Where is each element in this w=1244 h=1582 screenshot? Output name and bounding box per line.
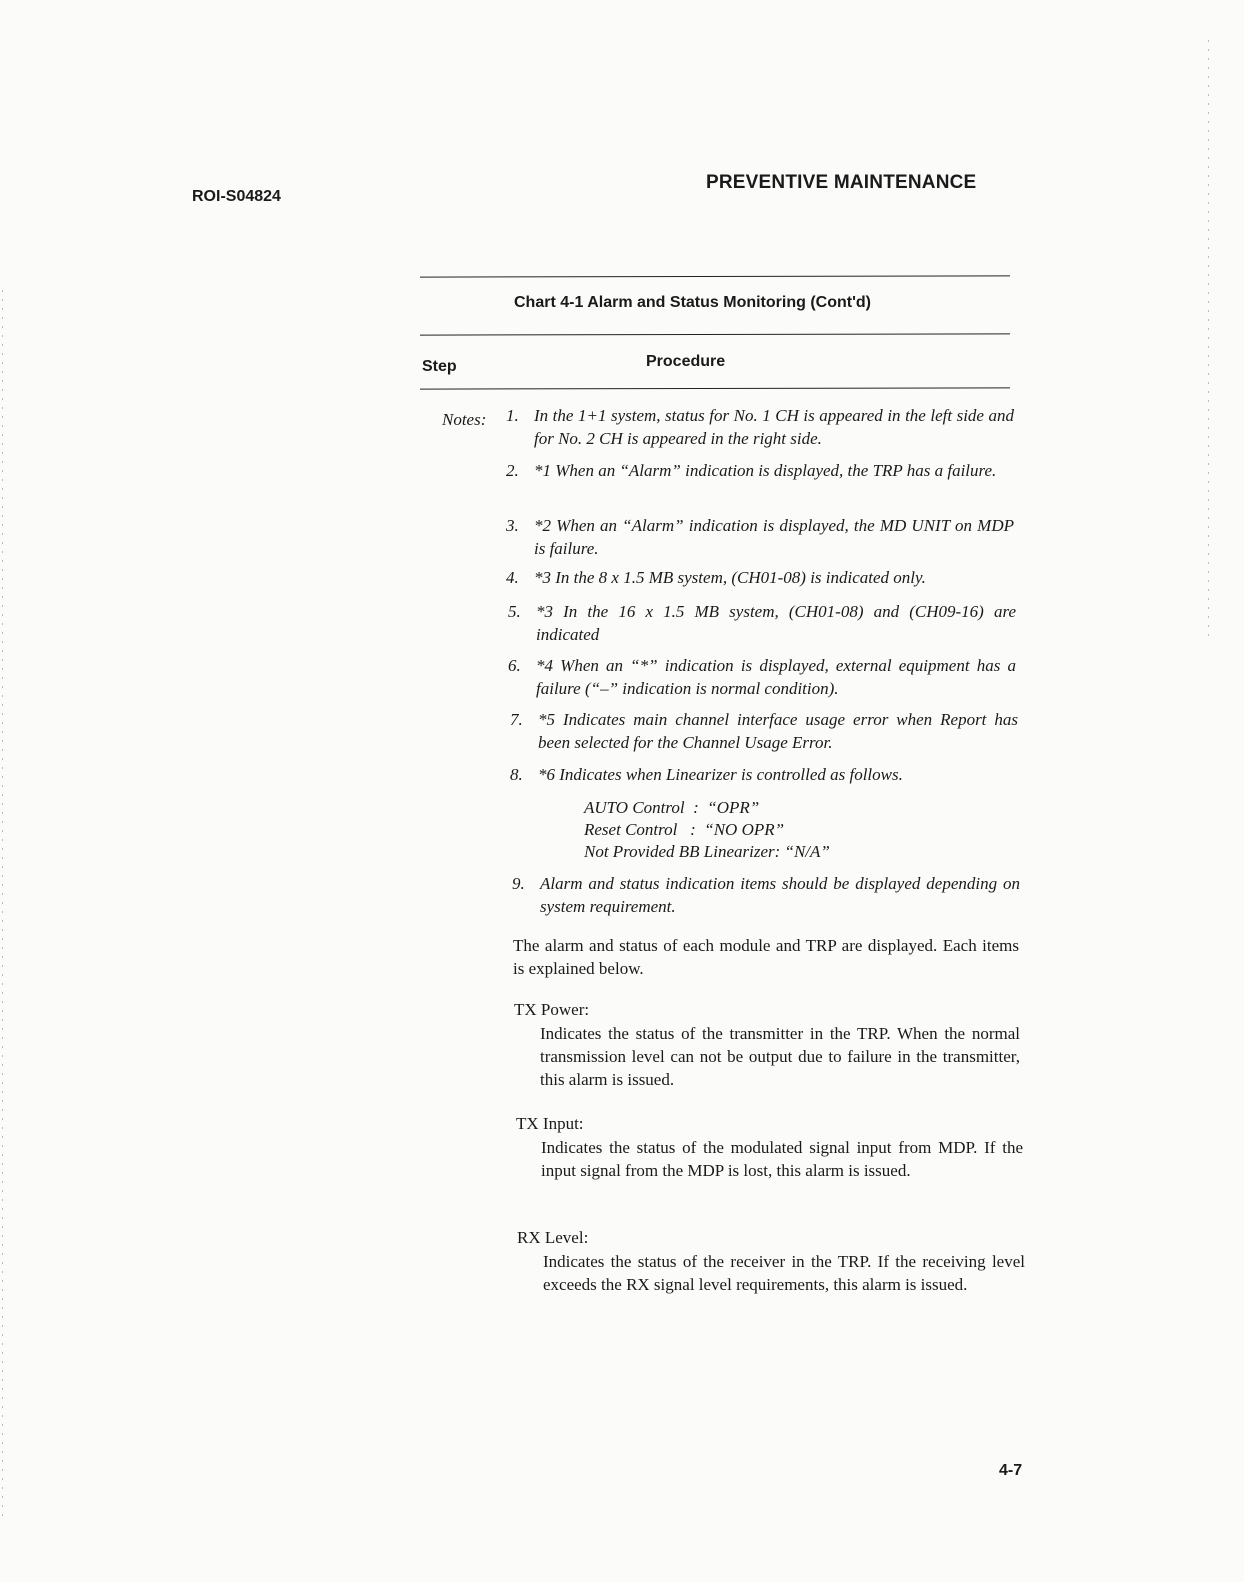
chart-title: Chart 4-1 Alarm and Status Monitoring (Cont'd) bbox=[514, 294, 871, 311]
column-header-step: Step bbox=[422, 358, 457, 375]
intro-paragraph: The alarm and status of each module and TRP are displayed. Each items is explained below. bbox=[513, 936, 1019, 978]
note-number: 9. bbox=[512, 874, 525, 893]
rx-level-description: Indicates the status of the receiver in the TRP. If the receiving level exceeds the RX signal level requirements, this alarm is issued. bbox=[543, 1252, 1025, 1294]
note-text: *5 Indicates main channel interface usage error when Report has been selected for the Channel Usage Error. bbox=[538, 710, 1018, 752]
note-text: Alarm and status indication items should be displayed depending on system requirement. bbox=[540, 874, 1020, 916]
note-text: *4 When an “*” indication is displayed, external equipment has a failure (“–” indication is normal condition). bbox=[536, 656, 1016, 698]
tx-input-description: Indicates the status of the modulated signal input from MDP. If the input signal from the MDP is lost, this alarm is issued. bbox=[541, 1138, 1023, 1180]
chart-top-rule bbox=[420, 275, 1010, 277]
scan-margin-mark-left bbox=[2, 290, 3, 1520]
note-text: *2 When an “Alarm” indication is displayed, the MD UNIT on MDP is failure. bbox=[534, 516, 1014, 558]
chart-header-rule bbox=[420, 333, 1010, 335]
scan-margin-mark-right bbox=[1208, 40, 1209, 640]
note-number: 8. bbox=[510, 765, 523, 784]
tx-power-term: TX Power: bbox=[514, 1000, 590, 1019]
note-number: 4. bbox=[506, 568, 519, 587]
note-text: In the 1+1 system, status for No. 1 CH is appeared in the left side and for No. 2 CH is appeared in the right side. bbox=[534, 406, 1014, 448]
rx-level-term: RX Level: bbox=[517, 1228, 589, 1247]
note-number: 3. bbox=[506, 516, 519, 535]
tx-power-description: Indicates the status of the transmitter in the TRP. When the normal transmission level can not be output due to failure in the transmitter, this alarm is issued. bbox=[540, 1024, 1020, 1089]
notes-label: Notes: bbox=[442, 410, 487, 429]
note-text: *1 When an “Alarm” indication is displayed, the TRP has a failure. bbox=[534, 461, 997, 480]
note-number: 6. bbox=[508, 656, 521, 675]
chart-body-rule bbox=[420, 387, 1010, 389]
note-number: 5. bbox=[508, 602, 521, 621]
note-text: *6 Indicates when Linearizer is controlled as follows. bbox=[538, 765, 903, 784]
column-header-procedure: Procedure bbox=[646, 353, 726, 370]
linearizer-not-provided: Not Provided BB Linearizer: “N/A” bbox=[584, 842, 830, 861]
linearizer-reset-control: Reset Control : “NO OPR” bbox=[584, 820, 785, 839]
note-text: *3 In the 16 x 1.5 MB system, (CH01-08) and (CH09-16) are indicated bbox=[536, 602, 1016, 644]
page-number: 4-7 bbox=[999, 1462, 1023, 1479]
section-title: PREVENTIVE MAINTENANCE bbox=[706, 172, 977, 193]
note-number: 1. bbox=[506, 406, 519, 425]
note-text: *3 In the 8 x 1.5 MB system, (CH01-08) is indicated only. bbox=[534, 568, 926, 587]
document-id: ROI-S04824 bbox=[192, 188, 281, 205]
tx-input-term: TX Input: bbox=[516, 1114, 584, 1133]
note-number: 7. bbox=[510, 710, 523, 729]
linearizer-auto-control: AUTO Control : “OPR” bbox=[584, 798, 760, 817]
note-number: 2. bbox=[506, 461, 519, 480]
